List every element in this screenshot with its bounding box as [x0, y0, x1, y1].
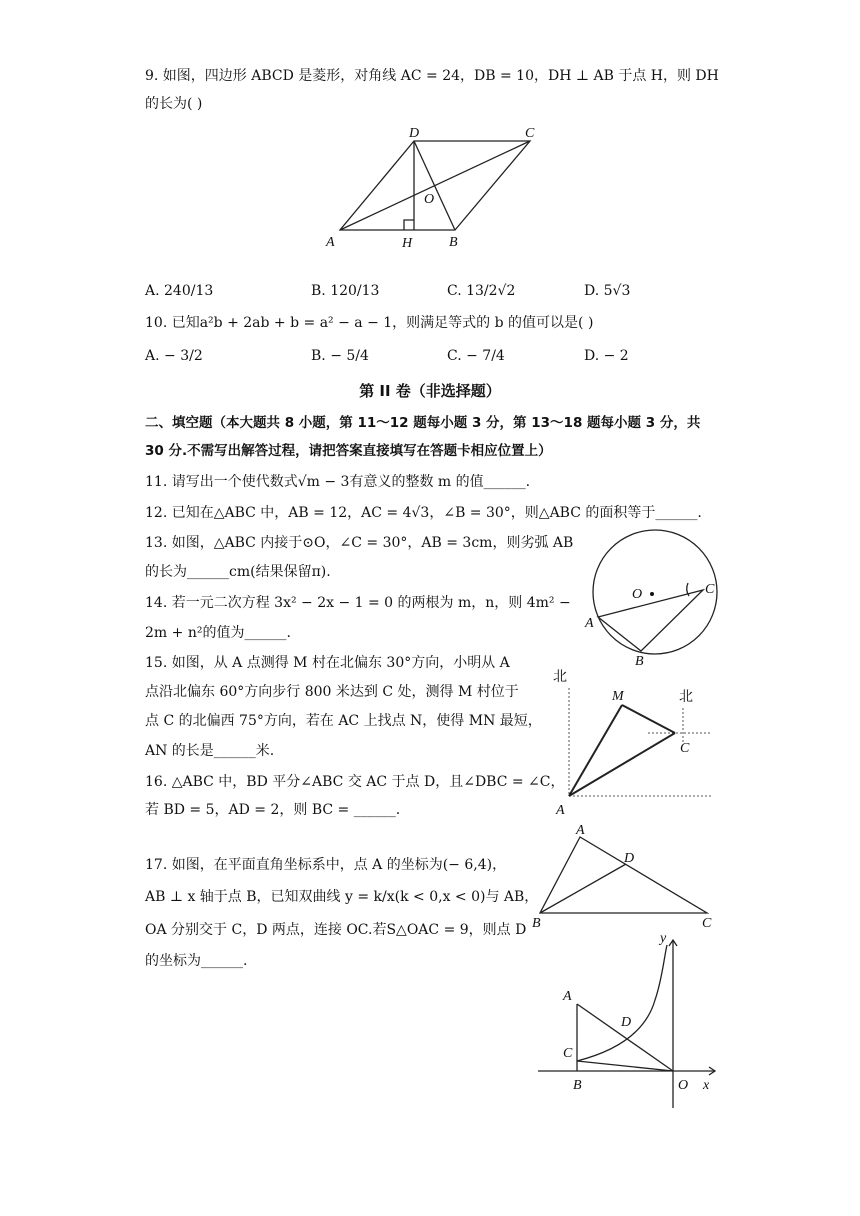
label-d: D: [409, 126, 420, 141]
label-x: x: [703, 1078, 710, 1093]
label-north2: 北: [679, 689, 693, 705]
q13-line2: 的长为______cm(结果保留π).: [145, 564, 331, 580]
label-b: B: [635, 654, 644, 669]
q17-line2: AB ⊥ x 轴于点 B，已知双曲线 y = k/x(k < 0,x < 0)与 AB，: [145, 889, 539, 905]
q10-option-c[interactable]: C. − 7/4: [447, 348, 505, 364]
label-a: A: [563, 989, 572, 1004]
label-a: A: [585, 616, 594, 631]
q13-line1: 13. 如图，△ABC 内接于⊙O，∠C = 30°，AB = 3cm，则劣弧 AB: [145, 535, 574, 551]
label-d: D: [621, 1015, 632, 1030]
section-title: 第 II 卷（非选择题）: [359, 382, 501, 400]
q9-option-b[interactable]: B. 120/13: [311, 283, 380, 299]
label-north1: 北: [553, 669, 567, 685]
q17-line1: 17. 如图，在平面直角坐标系中，点 A 的坐标为(− 6,4)，: [145, 857, 507, 873]
section-intro-line1: 二、填空题（本大题共 8 小题，第 11～12 题每小题 3 分，第 13～18 题每小题 3 分，共: [145, 415, 701, 431]
section-intro-line2: 30 分.不需写出解答过程，请把答案直接填写在答题卡相应位置上）: [145, 443, 552, 459]
label-b: B: [573, 1078, 582, 1093]
q17-line4: 的坐标为______.: [145, 953, 248, 969]
label-m: M: [612, 689, 624, 704]
q10-option-b[interactable]: B. − 5/4: [311, 348, 369, 364]
label-d: D: [624, 851, 635, 866]
q9-option-a[interactable]: A. 240/13: [145, 283, 214, 299]
q15-line3: 点 C 的北偏西 75°方向，若在 AC 上找点 N，使得 MN 最短，: [145, 713, 542, 729]
label-b: B: [532, 916, 541, 931]
q11-line1: 11. 请写出一个使代数式√m − 3有意义的整数 m 的值______.: [145, 474, 531, 490]
label-c: C: [525, 126, 535, 141]
q14-line2: 2m + n²的值为______.: [145, 625, 291, 641]
q10-option-a[interactable]: A. − 3/2: [145, 348, 203, 364]
q10-option-d[interactable]: D. − 2: [584, 348, 629, 364]
label-h: H: [402, 236, 413, 251]
q16-line2: 若 BD = 5，AD = 2，则 BC = ______.: [145, 802, 401, 818]
q10-line1: 10. 已知a²b + 2ab + b = a² − a − 1，则满足等式的 b 的值可以是( ): [145, 315, 594, 331]
label-o: O: [632, 587, 643, 602]
label-a: A: [326, 235, 335, 250]
q12-line1: 12. 已知在△ABC 中，AB = 12，AC = 4√3，∠B = 30°，则△ABC 的面积等于______.: [145, 505, 702, 521]
label-a: A: [576, 823, 585, 838]
label-c: C: [680, 741, 690, 756]
label-a: A: [556, 803, 565, 818]
hyperbola-curve: [577, 945, 667, 1061]
q9-line2: 的长为( ): [145, 96, 203, 112]
q15-line1: 15. 如图，从 A 点测得 M 村在北偏东 30°方向，小明从 A: [145, 655, 510, 671]
label-o: O: [424, 192, 435, 207]
segment-oc: [577, 1061, 673, 1071]
label-c: C: [705, 582, 715, 597]
q16-line1: 16. △ABC 中，BD 平分∠ABC 交 AC 于点 D，且∠DBC = ∠C，: [145, 774, 565, 790]
q9-line1: 9. 如图，四边形 ABCD 是菱形，对角线 AC = 24，DB = 10，DH ⊥ AB 于点 H，则 DH: [145, 68, 719, 84]
q15-line4: AN 的长是______米.: [145, 743, 275, 759]
q17-line3: OA 分别交于 C，D 两点，连接 OC.若S△OAC = 9，则点 D: [145, 922, 527, 938]
label-b: B: [449, 235, 458, 250]
label-y: y: [660, 931, 667, 946]
q15-line2: 点沿北偏东 60°方向步行 800 米达到 C 处，测得 M 村位于: [145, 684, 519, 700]
label-c: C: [702, 916, 712, 931]
q9-option-d[interactable]: D. 5√3: [584, 283, 631, 299]
q9-option-c[interactable]: C. 13/2√2: [447, 283, 516, 299]
label-c: C: [563, 1046, 573, 1061]
label-o: O: [678, 1078, 689, 1093]
q14-line1: 14. 若一元二次方程 3x² − 2x − 1 = 0 的两根为 m，n，则 4m² −: [145, 595, 571, 611]
